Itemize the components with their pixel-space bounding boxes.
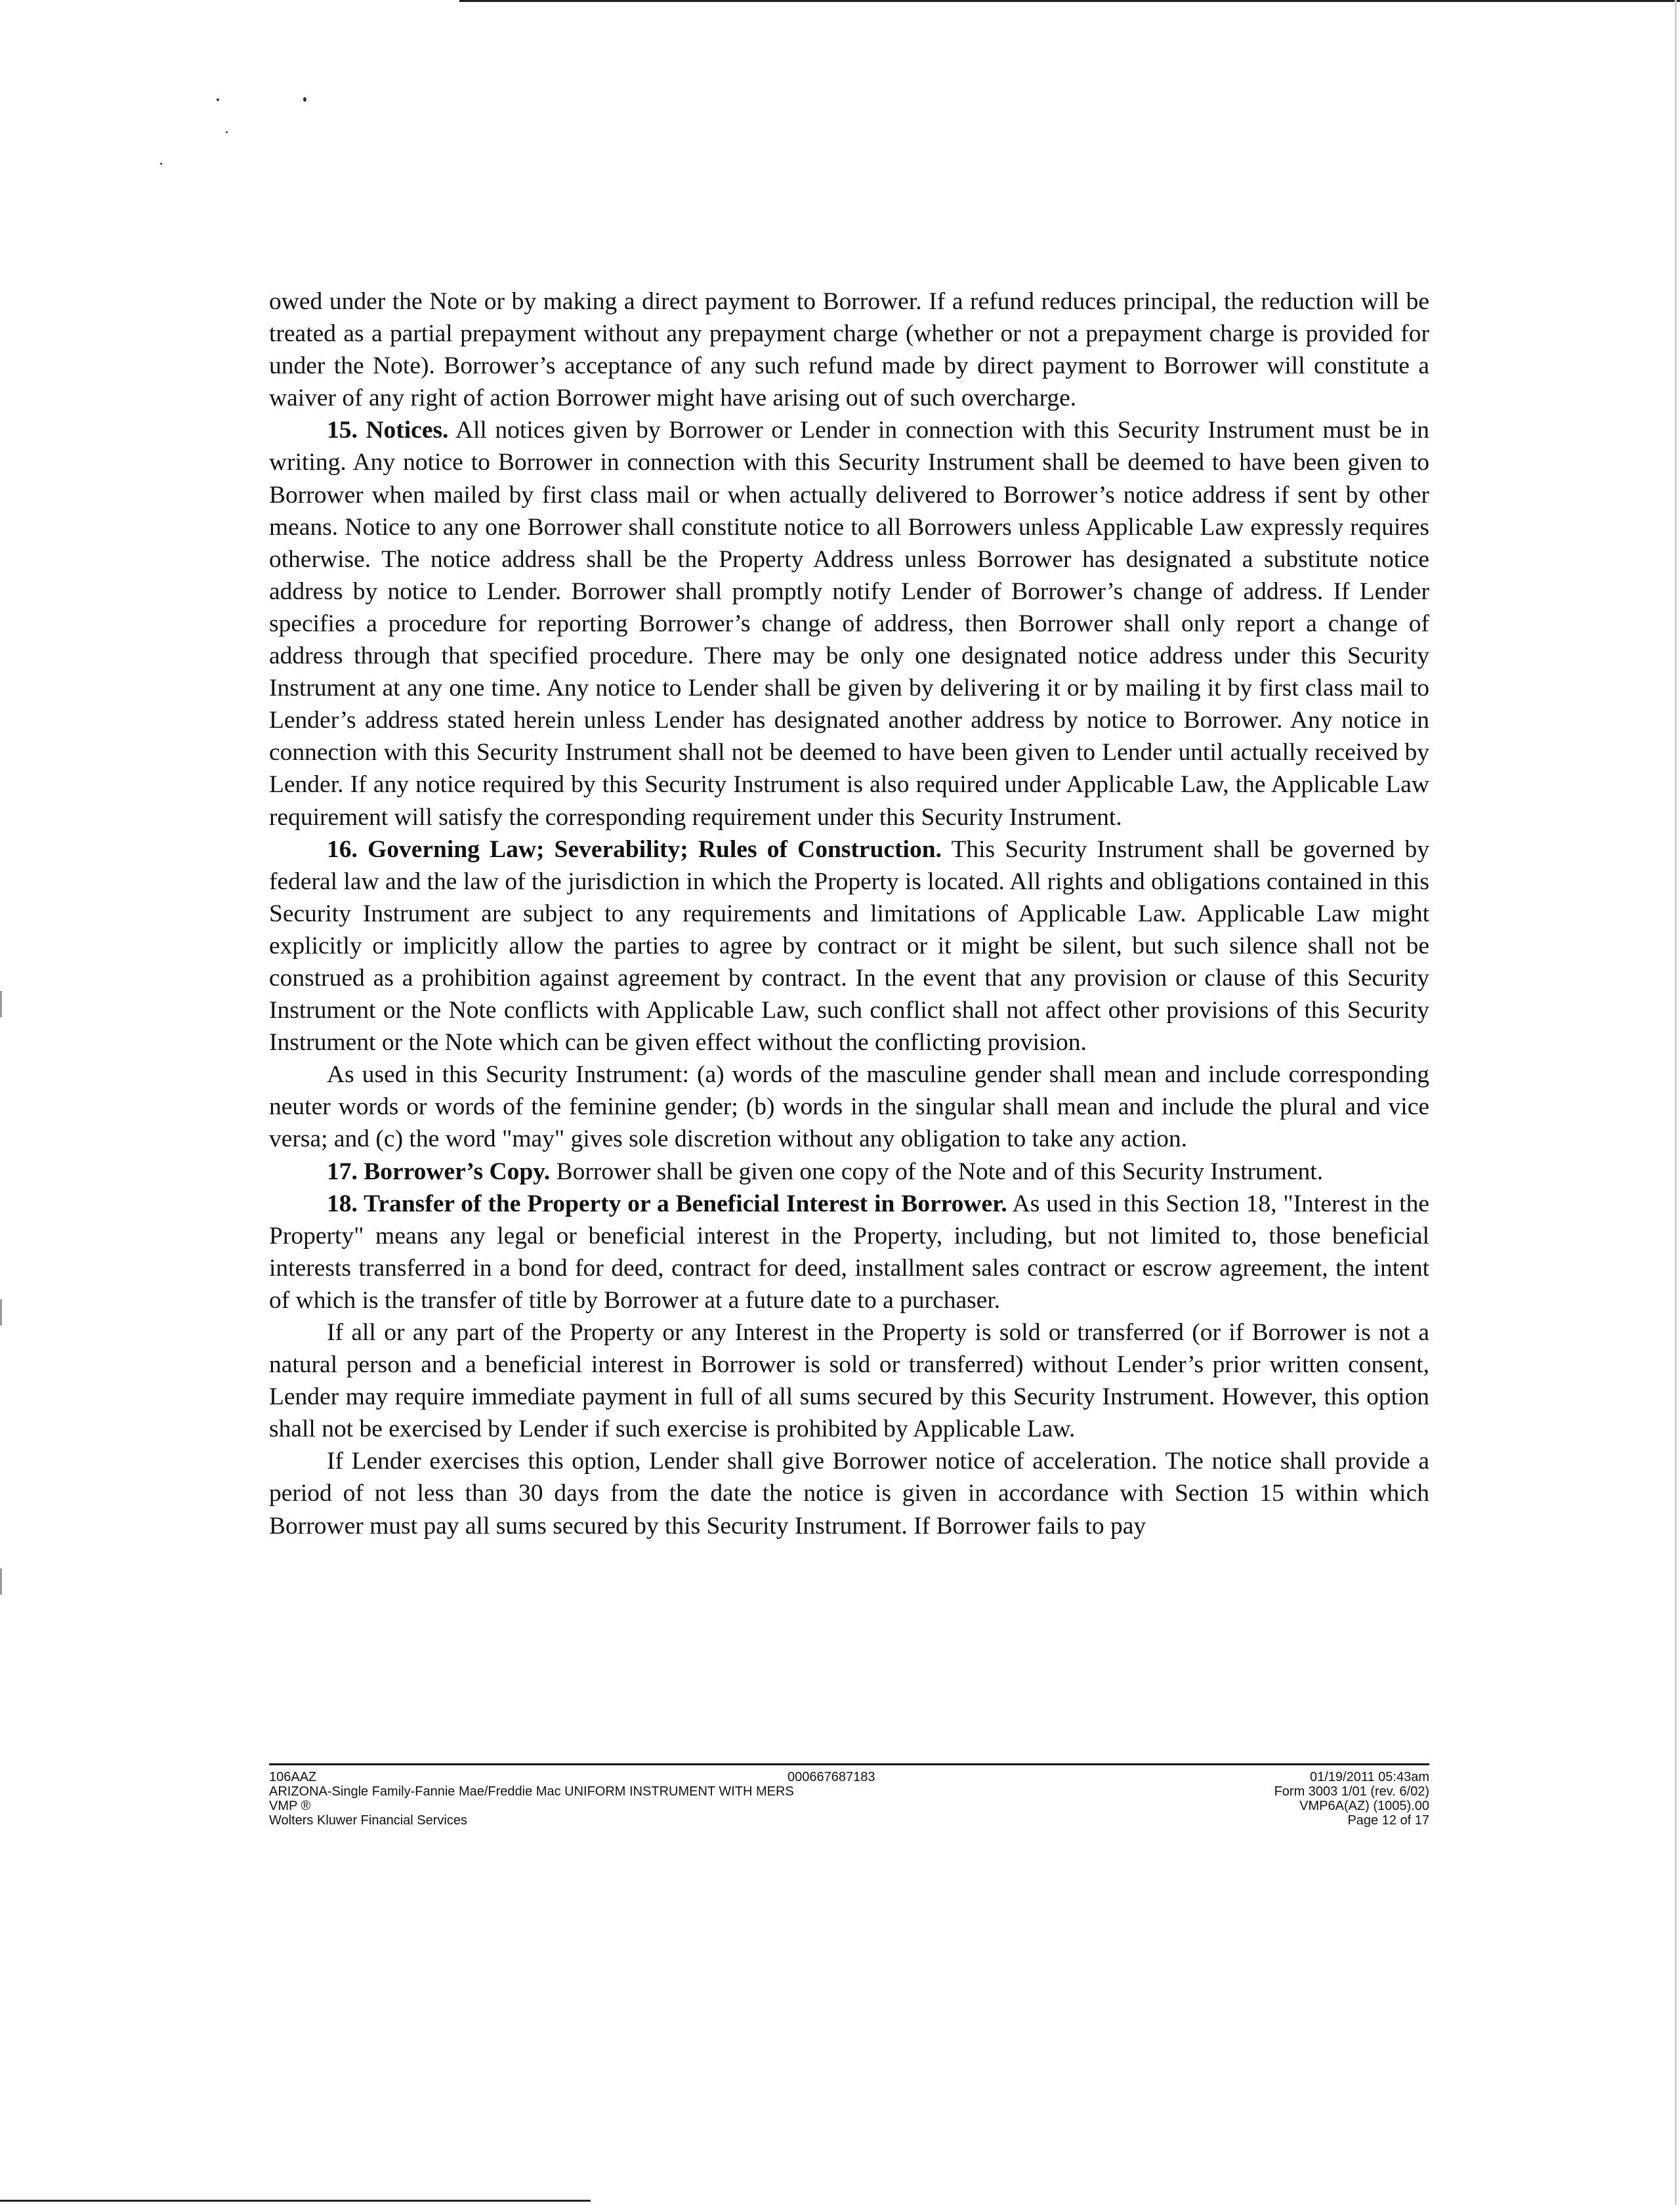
footer-loan-number-text: 000667687183	[788, 1770, 875, 1784]
footer-page-info	[1274, 1770, 1429, 1828]
footer-rule	[269, 1763, 1429, 1765]
footer-vendor: VMP ®	[269, 1799, 311, 1813]
paragraph-text: As used in this Section 18, "Interest in the Property" means any legal or beneficial interest in the Property, including, but not limited to, those beneficial interests transferred in a bond for deed, contract for deed, installment sales contract or escrow agreement, the intent of which is the transfer of title by Borrower at a future date to a purchaser.	[269, 1190, 1429, 1314]
paragraph-text: As used in this Security Instrument: (a) words of the masculine gender shall mean and include corresponding neuter words or words of the feminine gender; (b) words in the singular shall mean and include the plural and vice versa; and (c) the word "may" gives sole discretion without any obligation to take any action.	[269, 1061, 1429, 1153]
section-heading: 15. Notices.	[327, 417, 449, 444]
footer-publisher: Wolters Kluwer Financial Services	[269, 1813, 467, 1828]
paragraph-text: If all or any part of the Property or any Interest in the Property is sold or transferred (or if Borrower is not a natural person and a beneficial interest in Borrower is sold or transferred) without Lender’s prior written consent, Lender may require immediate payment in full of all sums secured by this Security Instrument. However, this option shall not be exercised by Lender if such exercise is prohibited by Applicable Law.	[269, 1319, 1429, 1443]
section-18-transfer	[269, 1188, 1429, 1316]
scan-edge-mark	[0, 1299, 2, 1326]
section-heading: 17. Borrower’s Copy.	[327, 1158, 551, 1185]
section-heading: 16. Governing Law; Severability; Rules of Construction.	[327, 835, 942, 863]
paragraph-text: owed under the Note or by making a direct payment to Borrower. If a refund reduces principal, the reduction will be treated as a partial prepayment without any prepayment charge (whether or not a prepayment charge is provided for under the Note). Borrower’s acceptance of any such refund made by direct payment to Borrower will constitute a waiver of any right of action Borrower might have arising out of such overcharge.	[269, 288, 1429, 412]
footer-version: VMP6A(AZ) (1005).00	[1299, 1799, 1429, 1813]
footer-timestamp: 01/19/2011 05:43am	[1309, 1770, 1429, 1784]
scan-speck	[217, 98, 219, 101]
scan-speck	[160, 163, 162, 165]
scan-edge-top	[459, 0, 1680, 2]
scan-edge-mark	[0, 991, 2, 1017]
footer-form-code: 106AAZ	[269, 1770, 317, 1784]
section-18-consent	[269, 1316, 1429, 1445]
footer-loan-number	[788, 1770, 875, 1784]
scan-edge-bottom	[0, 2200, 591, 2202]
footer-form-info	[269, 1770, 794, 1828]
scan-edge-mark	[0, 1568, 2, 1595]
paragraph-text: All notices given by Borrower or Lender in connection with this Security Instrument must be in writing. Any notice to Borrower in connection with this Security Instrument shall be deemed to have been given to Borrower when mailed by first class mail or when actually delivered to Borrower’s notice address if sent by other means. Notice to any one Borrower shall constitute notice to all Borrowers unless Applicable Law expressly requires otherwise. The notice address shall be the Property Address unless Borrower has designated a substitute notice address by notice to Lender. Borrower shall promptly notify Lender of Borrower’s change of address. If Lender specifies a procedure for reporting Borrower’s change of address, then Borrower shall only report a change of address through that specified procedure. There may be only one designated notice address under this Security Instrument at any one time. Any notice to Lender shall be given by delivering it or by mailing it by first class mail to Lender’s address stated herein unless Lender has designated another address by notice to Borrower. Any notice in connection with this Security Instrument shall not be deemed to have been given to Lender until actually received by Lender. If any notice required by this Security Instrument is also required under Applicable Law, the Applicable Law requirement will satisfy the corresponding requirement under this Security Instrument.	[269, 417, 1429, 831]
paragraph-text: Borrower shall be given one copy of the Note and of this Security Instrument.	[550, 1158, 1324, 1185]
paragraph-text: If Lender exercises this option, Lender shall give Borrower notice of acceleration. The notice shall provide a period of not less than 30 days from the date the notice is given in accordance with Section 15 within which Borrower must pay all sums secured by this Security Instrument. If Borrower fails to pay	[269, 1448, 1429, 1540]
scan-edge-right	[1675, 0, 1677, 2205]
section-16-definitions	[269, 1059, 1429, 1155]
footer-form-title: ARIZONA-Single Family-Fannie Mae/Freddie Mac UNIFORM INSTRUMENT WITH MERS	[269, 1784, 794, 1799]
section-heading: 18. Transfer of the Property or a Beneficial Interest in Borrower.	[327, 1190, 1007, 1217]
section-18-acceleration	[269, 1445, 1429, 1542]
paragraph-text: This Security Instrument shall be governed by federal law and the law of the jurisdiction in which the Property is located. All rights and obligations contained in this Security Instrument are subject to any requirements and limitations of Applicable Law. Applicable Law might explicitly or implicitly allow the parties to agree by contract or it might be silent, but such silence shall not be construed as a prohibition against agreement by contract. In the event that any provision or clause of this Security Instrument or the Note conflicts with Applicable Law, such conflict shall not affect other provisions of this Security Instrument or the Note which can be given effect without the conflicting provision.	[269, 835, 1429, 1057]
footer-page-number: Page 12 of 17	[1347, 1813, 1429, 1828]
scan-speck	[226, 131, 228, 133]
document-body	[269, 285, 1429, 1542]
section-17-borrowers-copy	[269, 1156, 1429, 1188]
footer-form-number: Form 3003 1/01 (rev. 6/02)	[1274, 1784, 1429, 1799]
paragraph-continuation	[269, 285, 1429, 414]
scan-speck	[303, 97, 306, 102]
section-16-governing-law	[269, 833, 1429, 1059]
section-15-notices	[269, 414, 1429, 833]
